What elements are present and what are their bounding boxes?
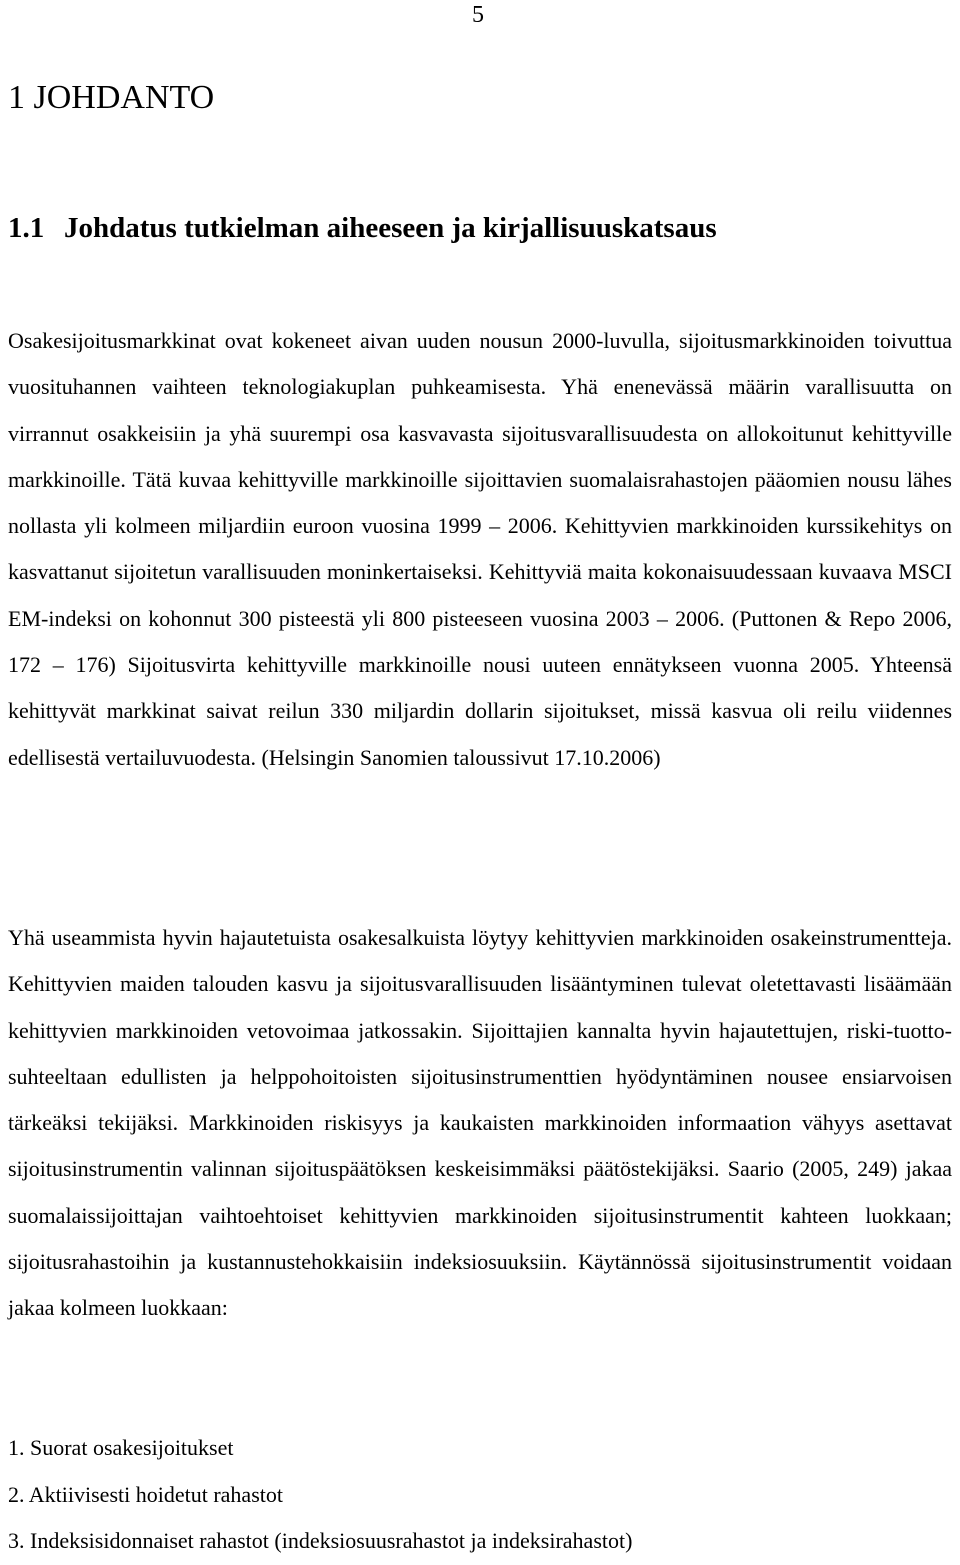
list-item: 3. Indeksisidonnaiset rahastot (indeksiosuusrahastot ja indeksirahastot): [8, 1528, 633, 1553]
body-paragraph: Yhä useammista hyvin hajautetuista osakesalkuista löytyy kehittyvien markkinoiden osakeinstrumentteja. Kehittyvien maiden talouden kasvu ja sijoitusvarallisuuden lisääntyminen tulevat oletettavasti lisäämään kehittyvien markkinoiden vetovoimaa jatkossakin. Sijoittajien kannalta hyvin hajautettujen, riski-tuotto-suhteeltaan edullisten ja helppohoitoisten sijoitusinstrumenttien hyödyntäminen nousee ensiarvoisen tärkeäksi tekijäksi. Markkinoiden riskisyys ja kaukaisten markkinoiden informaation vähyys asettavat sijoitusinstrumentin valinnan sijoituspäätöksen keskeisimmäksi päätöstekijäksi. Saario (2005, 249) jakaa suomalaissijoittajan vaihtoehtoiset kehittyvien markkinoiden sijoitusinstrumentit kahteen luokkaan; sijoitusrahastoihin ja kustannustehokkaisiin indeksiosuuksiin. Käytännössä sijoitusinstrumentit voidaan jakaa kolmeen luokkaan:: [8, 925, 952, 1321]
list-item: 2. Aktiivisesti hoidetut rahastot: [8, 1481, 283, 1507]
section-heading: [8, 210, 717, 246]
instrument-list: [8, 1425, 632, 1565]
list-item: 1. Suorat osakesijoitukset: [8, 1435, 234, 1460]
chapter-title: 1 JOHDANTO: [8, 79, 215, 116]
page-number: 5: [472, 2, 484, 28]
section-title: Johdatus tutkielman aiheeseen ja kirjallisuuskatsaus: [64, 212, 717, 244]
body-paragraph: Osakesijoitusmarkkinat ovat kokeneet aivan uuden nousun 2000-luvulla, sijoitusmarkkinoiden toivuttua vuosituhannen vaihteen teknologiakuplan puhkeamisesta. Yhä enenevässä määrin varallisuutta on virrannut osakkeisiin ja yhä suurempi osa kasvavasta sijoitusvarallisuudesta on allokoitunut kehittyville markkinoille. Tätä kuvaa kehittyville markkinoille sijoittavien suomalaisrahastojen pääomien nousu lähes nollasta yli kolmeen miljardiin euroon vuosina 1999 – 2006. Kehittyvien markkinoiden kurssikehitys on kasvattanut sijoitetun varallisuuden moninkertaiseksi. Kehittyviä maita kokonaisuudessaan kuvaava MSCI EM-indeksi on kohonnut 300 pisteestä yli 800 pisteeseen vuosina 2003 – 2006. (Puttonen & Repo 2006, 172 – 176) Sijoitusvirta kehittyville markkinoille nousi uuteen ennätykseen vuonna 2005. Yhteensä kehittyvät markkinat saivat reilun 330 miljardin dollarin sijoitukset, missä kasvua oli reilu viidennes edellisestä vertailuvuodesta. (Helsingin Sanomien taloussivut 17.10.2006): [8, 328, 952, 770]
section-number: 1.1: [8, 212, 45, 244]
